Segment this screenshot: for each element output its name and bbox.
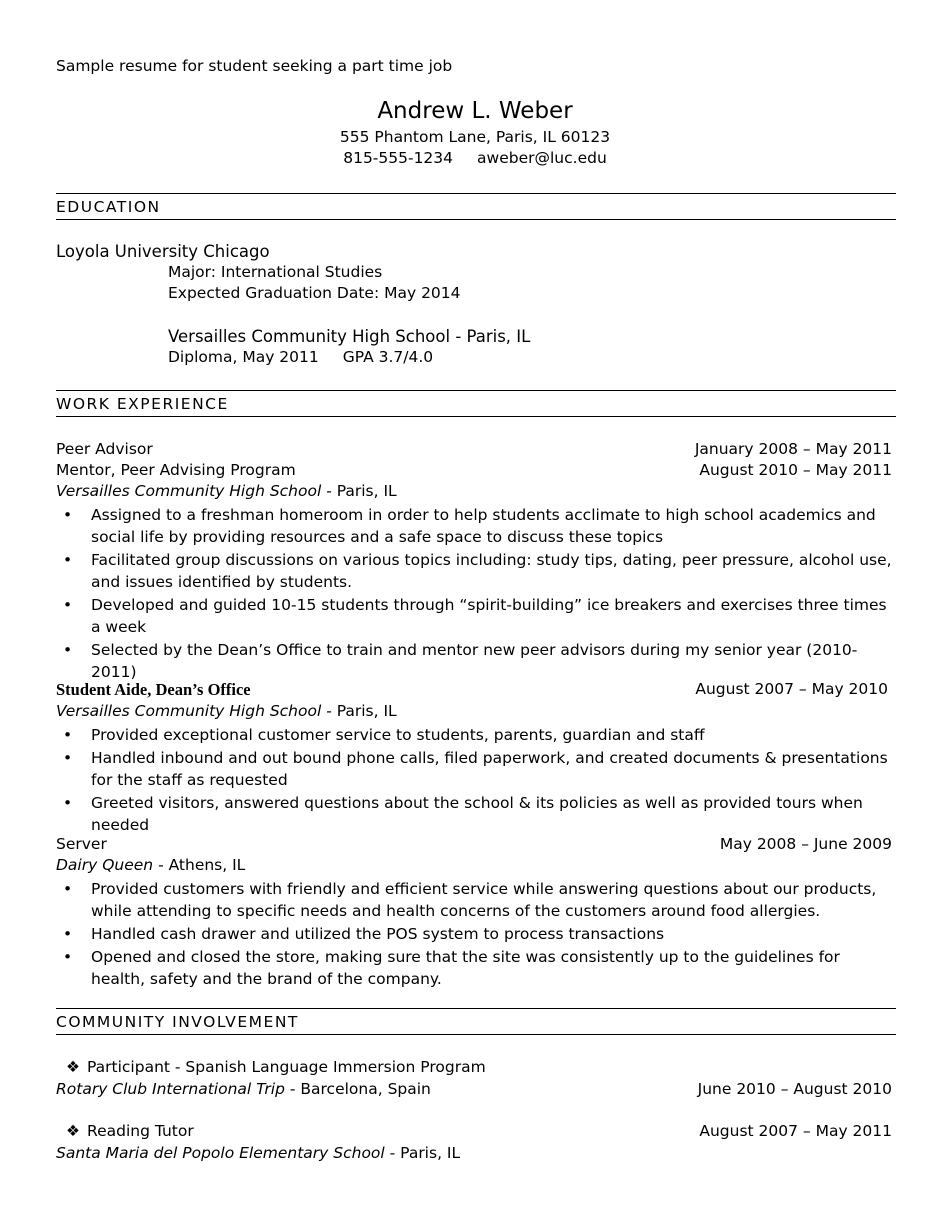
employer-location: - Paris, IL [321,702,397,720]
high-school: Versailles Community High School - Paris, IL [168,327,531,346]
address: 555 Phantom Lane, Paris, IL 60123 [339,128,611,146]
job-title: Peer Advisor [56,440,153,458]
diamond-bullet-icon: ❖ [66,1058,80,1076]
list-item: • Facilitated group discussions on various topics including: study tips, dating, peer pressure, alcohol use, and issues identified by students. [56,549,896,593]
work-heading: WORK EXPERIENCE [56,395,229,413]
list-item: • Handled inbound and out bound phone calls, filed paperwork, and created documents & presentations for the staff as requested [56,747,896,791]
employer-line [56,482,397,500]
activity-title: Participant - Spanish Language Immersion Program [87,1058,486,1076]
list-item: • Greeted visitors, answered questions about the school & its policies as well as provided tours when needed [56,792,896,836]
job-dates: May 2008 – June 2009 [719,835,892,853]
list-item: • Assigned to a freshman homeroom in order to help students acclimate to high school academics and social life by providing resources and a safe space to discuss these topics [56,504,896,548]
activity-org: Rotary Club International Trip [56,1080,285,1098]
university: Loyola University Chicago [56,242,270,261]
employer-line [56,856,245,874]
job-bullets [56,504,896,684]
section-divider-top [56,1008,896,1009]
section-divider-top [56,193,896,194]
employer-location: - Athens, IL [153,856,246,874]
activity-location: - Barcelona, Spain [284,1080,431,1098]
list-item: • Selected by the Dean’s Office to train and mentor new peer advisors during my senior year (2010-2011) [56,639,896,683]
community-heading: COMMUNITY INVOLVEMENT [56,1013,299,1031]
job-title-secondary: Mentor, Peer Advising Program [56,461,296,479]
job-title: Server [56,835,107,853]
employer: Dairy Queen [56,856,154,874]
section-divider-top [56,390,896,391]
diploma: Diploma, May 2011 [168,348,319,366]
job-dates-secondary: August 2010 – May 2011 [699,461,892,479]
job-bullets [56,724,896,837]
email-link[interactable]: aweber@luc.edu [477,149,607,167]
list-item: • Developed and guided 10-15 students through “spirit-building” ice breakers and exercises three times a week [56,594,896,638]
candidate-name: Andrew L. Weber [377,98,573,124]
employer: Versailles Community High School [56,482,322,500]
employer: Versailles Community High School [56,702,322,720]
document-caption: Sample resume for student seeking a part time job [56,57,453,75]
list-item: • Provided customers with friendly and efficient service while answering questions about our products, while attending to specific needs and health concerns of the customers around food allergies. [56,878,896,922]
contact-line [0,149,950,167]
list-item: • Provided exceptional customer service to students, parents, guardian and staff [56,724,896,746]
employer-line [56,702,397,720]
diamond-bullet-icon: ❖ [66,1122,80,1140]
education-heading: EDUCATION [56,198,161,216]
section-divider-bottom [56,1034,896,1035]
phone: 815-555-1234 [343,149,454,167]
activity-title: Reading Tutor [87,1122,194,1140]
job-title: Student Aide, Dean’s Office [56,680,251,699]
section-divider-bottom [56,416,896,417]
job-bullets [56,878,896,991]
job-dates: August 2007 – May 2010 [695,680,888,698]
activity-dates: August 2007 – May 2011 [699,1122,892,1140]
list-item: • Handled cash drawer and utilized the POS system to process transactions [56,923,896,945]
activity-title-line [56,1058,486,1076]
section-divider-bottom [56,219,896,220]
activity-title-line [56,1122,194,1140]
employer-location: - Paris, IL [321,482,397,500]
gpa: GPA 3.7/4.0 [342,348,434,366]
activity-org-line [56,1144,460,1162]
major: Major: International Studies [168,263,383,281]
diploma-line [168,348,433,366]
job-dates: January 2008 – May 2011 [694,440,892,458]
graduation-date: Expected Graduation Date: May 2014 [168,284,461,302]
activity-location: - Paris, IL [384,1144,461,1162]
list-item: • Opened and closed the store, making sure that the site was consistently up to the guidelines for health, safety and the brand of the company. [56,946,896,990]
activity-org: Santa Maria del Popolo Elementary School [56,1144,385,1162]
activity-org-line [56,1080,431,1098]
activity-dates: June 2010 – August 2010 [697,1080,892,1098]
